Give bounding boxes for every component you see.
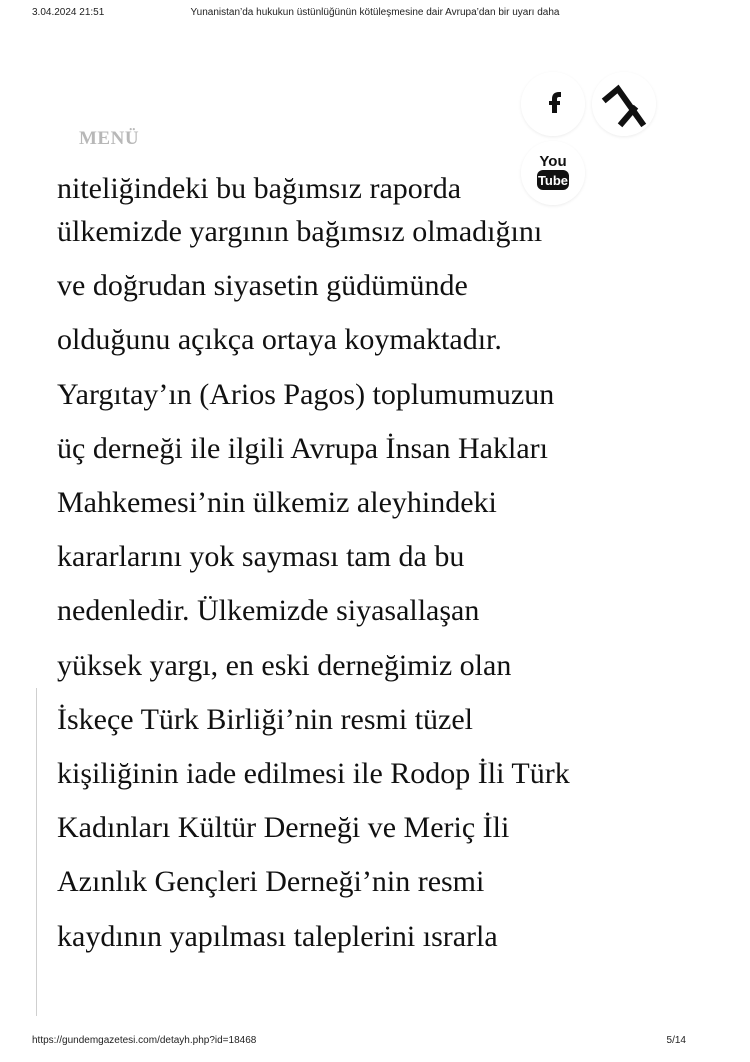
article-line: kararlarını yok sayması tam da bu	[57, 540, 465, 574]
print-page-number: 5/14	[666, 1035, 686, 1046]
print-footer	[0, 1035, 750, 1049]
facebook-button[interactable]	[521, 72, 585, 136]
print-url: https://gundemgazetesi.com/detayh.php?id=18468	[32, 1035, 257, 1046]
print-datetime: 3.04.2024 21:51	[32, 7, 105, 18]
youtube-word-tube: Tube	[537, 173, 569, 188]
margin-rule	[36, 688, 37, 1016]
article-line: Kadınları Kültür Derneği ve Meriç İli	[57, 811, 510, 845]
article-body	[57, 205, 717, 964]
article-line: Azınlık Gençleri Derneği’nin resmi	[57, 865, 485, 899]
article-line: ve doğrudan siyasetin güdümünde	[57, 269, 468, 303]
article-line: kişiliğinin iade edilmesi ile Rodop İli Türk	[57, 757, 570, 791]
print-header	[0, 7, 750, 21]
article-line: Yargıtay’ın (Arios Pagos) toplumumuzun	[57, 377, 555, 411]
article-line: Mahkemesi’nin ülkemiz aleyhindeki	[57, 486, 497, 520]
print-page-title: Yunanistan’da hukukun üstünlüğünün kötüleşmesine dair Avrupa’dan bir uyarı daha	[190, 7, 560, 18]
facebook-icon	[521, 72, 585, 136]
article-cut-off-line	[57, 150, 477, 205]
youtube-button[interactable]	[521, 141, 585, 205]
article-line: nedenledir. Ülkemizde siyasallaşan	[57, 594, 480, 628]
article-line: yüksek yargı, en eski derneğimiz olan	[57, 648, 512, 682]
article-line: ülkemizde yargının bağımsız olmadığını	[57, 215, 543, 248]
menu-button[interactable]: MENÜ	[79, 128, 140, 149]
x-twitter-icon	[592, 72, 656, 136]
article-line: olduğunu açıkça ortaya koymaktadır.	[57, 323, 502, 357]
article-line: kaydının yapılması taleplerini ısrarla	[57, 919, 498, 953]
youtube-word-you: You	[539, 153, 567, 170]
article-cut-off-text: niteliğindeki bu bağımsız raporda	[57, 172, 462, 205]
x-twitter-button[interactable]	[592, 72, 656, 136]
article-line: üç derneği ile ilgili Avrupa İnsan Hakları	[57, 431, 548, 465]
article-line: İskeçe Türk Birliği’nin resmi tüzel	[57, 702, 474, 736]
youtube-icon	[521, 141, 585, 205]
